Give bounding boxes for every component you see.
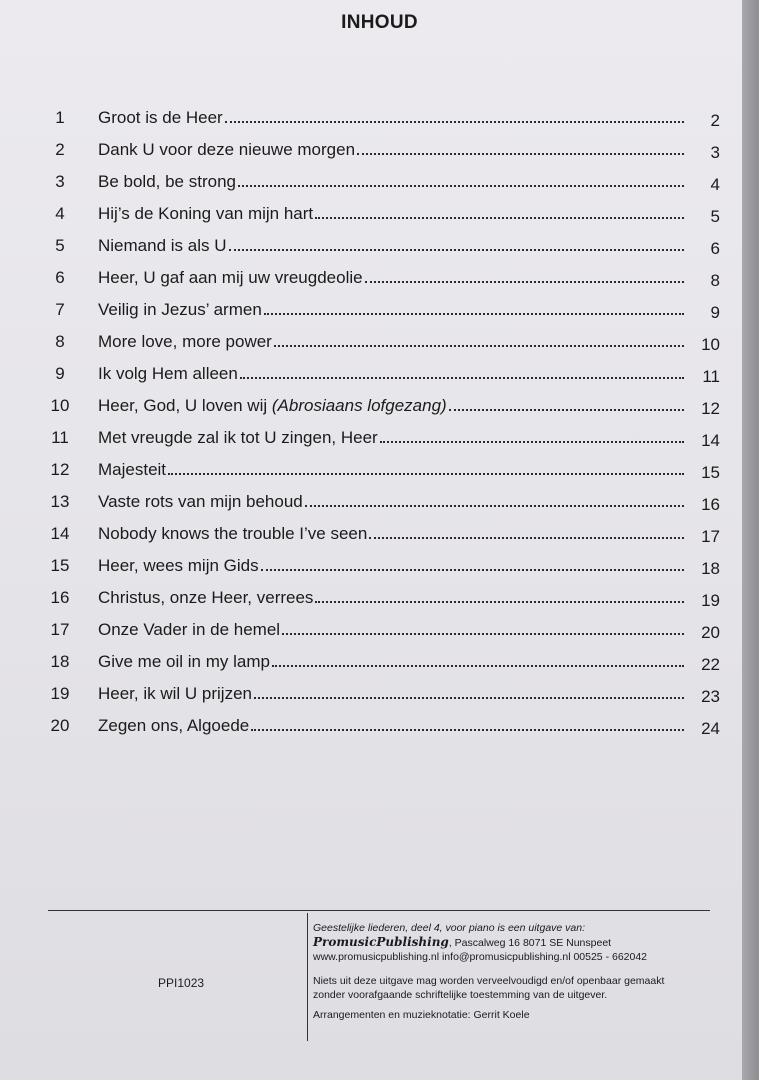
dot-leader	[357, 153, 684, 155]
toc-row	[30, 260, 720, 292]
dot-leader	[315, 601, 684, 603]
page-edge	[742, 0, 759, 1080]
toc-number: 10	[50, 396, 70, 415]
dot-leader	[251, 729, 684, 731]
toc-number: 5	[55, 236, 65, 255]
dot-leader	[365, 281, 684, 283]
toc-title: Onze Vader in de hemel	[98, 620, 281, 639]
rights-line-2: zonder voorafgaande schriftelijke toestemming van de uitgever.	[313, 989, 608, 1001]
toc-title: Nobody knows the trouble I’ve seen	[98, 524, 368, 543]
toc-title: Give me oil in my lamp	[98, 652, 270, 671]
toc-number: 8	[55, 332, 65, 351]
toc-page-number: 16	[701, 495, 720, 514]
toc-number: 19	[50, 684, 70, 703]
toc-title: Zegen ons, Algoede	[98, 716, 250, 735]
catalog-code: PPI1023	[158, 976, 205, 990]
toc-number: 4	[55, 204, 65, 223]
toc-row	[30, 516, 720, 548]
dot-leader	[238, 185, 684, 187]
toc-title: Ik volg Hem alleen	[98, 364, 238, 383]
publisher-logo: PromusicPublishing	[313, 935, 449, 949]
toc-row	[30, 452, 720, 484]
toc-row	[30, 676, 720, 708]
dot-leader	[274, 345, 684, 347]
dot-leader	[282, 633, 684, 635]
toc-row	[30, 164, 720, 196]
toc-page-number: 23	[701, 687, 720, 706]
credits-line: Arrangementen en muzieknotatie: Gerrit Koele	[313, 1009, 530, 1021]
dot-leader	[168, 473, 684, 475]
toc-page-number: 17	[701, 527, 720, 546]
toc-page-number: 5	[710, 207, 720, 226]
publisher-info	[313, 921, 713, 1022]
toc-title: Heer, U gaf aan mij uw vreugdeolie	[98, 268, 363, 287]
toc-row	[30, 580, 720, 612]
toc-page-number: 11	[702, 367, 720, 386]
dot-leader	[315, 217, 684, 219]
toc-page-number: 18	[701, 559, 720, 578]
toc-title: Groot is de Heer	[98, 108, 223, 127]
toc-row	[30, 100, 720, 132]
publisher-contact: www.promusicpublishing.nl info@promusicpublishing.nl 00525 - 662042	[313, 951, 648, 963]
toc-page-number: 2	[710, 111, 720, 130]
toc-page-number: 9	[710, 303, 720, 322]
toc-number: 20	[50, 716, 70, 735]
toc-number: 11	[51, 428, 69, 447]
toc-row	[30, 548, 720, 580]
dot-leader	[229, 249, 685, 251]
publisher-address: , Pascalweg 16 8071 SE Nunspeet	[448, 937, 612, 949]
dot-leader	[449, 409, 684, 411]
toc-page-number: 3	[710, 143, 720, 162]
toc-number: 7	[55, 300, 65, 319]
toc-page-number: 10	[701, 335, 720, 354]
toc-number: 3	[55, 172, 65, 191]
toc-row	[30, 612, 720, 644]
toc-page-number: 8	[710, 271, 720, 290]
dot-leader	[261, 569, 684, 571]
table-of-contents	[30, 100, 720, 740]
toc-page-number: 4	[710, 175, 720, 194]
toc-number: 15	[50, 556, 70, 575]
toc-number: 17	[50, 620, 70, 639]
toc-page-number: 20	[701, 623, 720, 642]
toc-title: Be bold, be strong	[98, 172, 236, 191]
toc-row	[30, 228, 720, 260]
dot-leader	[369, 537, 684, 539]
page-title: INHOUD	[341, 12, 418, 33]
toc-row	[30, 388, 720, 420]
dot-leader	[305, 505, 684, 507]
toc-page-number: 19	[701, 591, 720, 610]
toc-title: Veilig in Jezus’ armen	[98, 300, 262, 319]
toc-title: Heer, ik wil U prijzen	[98, 684, 252, 703]
toc-title: Christus, onze Heer, verrees	[98, 588, 314, 607]
toc-row	[30, 356, 720, 388]
toc-row	[30, 324, 720, 356]
toc-number: 2	[55, 140, 65, 159]
toc-number: 1	[55, 108, 65, 127]
toc-number: 16	[50, 588, 70, 607]
edition-line: Geestelijke liederen, deel 4, voor piano is een uitgave van:	[313, 922, 586, 934]
toc-page-number: 6	[710, 239, 720, 258]
toc-title: Majesteit	[98, 460, 167, 479]
toc-title: Heer, God, U loven wij (Abrosiaans lofgezang)	[98, 396, 447, 415]
toc-page-number: 22	[701, 655, 720, 674]
toc-title: Vaste rots van mijn behoud	[98, 492, 303, 511]
toc-row	[30, 132, 720, 164]
dot-leader	[225, 121, 684, 123]
toc-number: 9	[55, 364, 65, 383]
toc-row	[30, 420, 720, 452]
toc-title: Dank U voor deze nieuwe morgen	[98, 140, 356, 159]
toc-number: 12	[50, 460, 70, 479]
toc-row	[30, 644, 720, 676]
toc-page-number: 24	[701, 719, 720, 738]
toc-row	[30, 196, 720, 228]
toc-title: Heer, wees mijn Gids	[98, 556, 259, 575]
toc-page-number: 12	[701, 399, 720, 418]
toc-number: 14	[50, 524, 70, 543]
dot-leader	[254, 697, 684, 699]
toc-title: Niemand is als U	[98, 236, 227, 255]
toc-number: 18	[50, 652, 70, 671]
toc-title: Met vreugde zal ik tot U zingen, Heer	[98, 428, 378, 447]
toc-page-number: 15	[701, 463, 720, 482]
toc-title: Hij’s de Koning van mijn hart	[98, 204, 314, 223]
footer-divider	[48, 910, 710, 911]
rights-line-1: Niets uit deze uitgave mag worden verveelvoudigd en/of openbaar gemaakt	[313, 975, 665, 987]
toc-title: More love, more power	[98, 332, 272, 351]
toc-row	[30, 708, 720, 740]
toc-subtitle: (Abrosiaans lofgezang)	[271, 396, 447, 415]
toc-row	[30, 484, 720, 516]
footer-column-divider	[307, 913, 308, 1041]
dot-leader	[240, 377, 684, 379]
dot-leader	[380, 441, 684, 443]
dot-leader	[264, 313, 684, 315]
toc-number: 6	[55, 268, 65, 287]
dot-leader	[272, 665, 684, 667]
toc-page-number: 14	[701, 431, 720, 450]
toc-row	[30, 292, 720, 324]
toc-number: 13	[50, 492, 70, 511]
